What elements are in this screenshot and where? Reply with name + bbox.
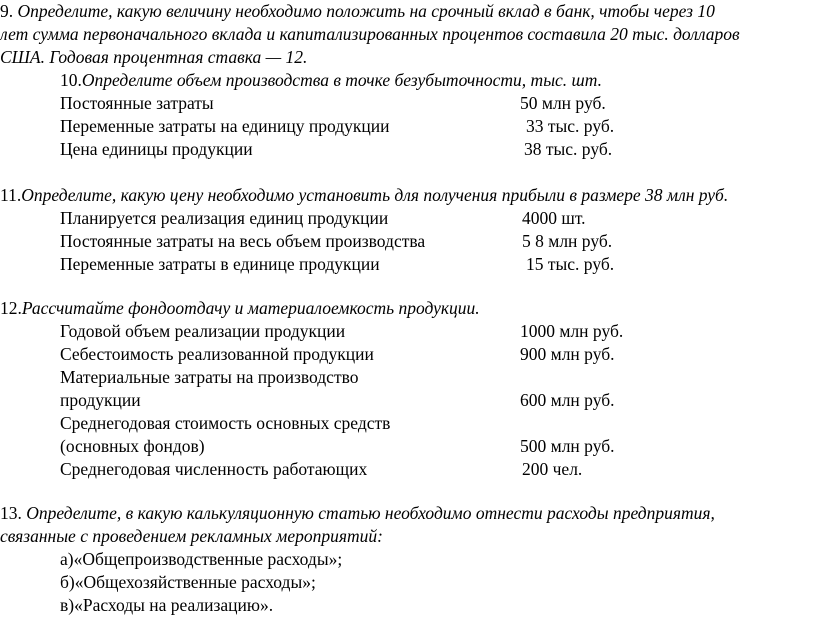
q12-row-label: Себестоимость реализованной продукции: [60, 344, 374, 364]
q10-row-value: 50 млн руб.: [520, 93, 606, 113]
q9-line-3: США. Годовая процентная ставка — 12.: [0, 47, 308, 67]
q10-row-label: Переменные затраты на единицу продукции: [60, 116, 390, 136]
q12-row-value: 900 млн руб.: [520, 344, 615, 364]
q12-row-value: 200 чел.: [522, 459, 583, 479]
q9-line-1: [0, 0, 715, 22]
q12-heading: [0, 297, 480, 319]
q12-row-value: 1000 млн руб.: [520, 321, 624, 341]
q12-row-label: Годовой объем реализации продукции: [60, 321, 346, 341]
q9-number: 9.: [0, 1, 14, 21]
q12-title: Рассчитайте фондоотдачу и материалоемкость продукции.: [21, 298, 480, 318]
q10-title: Определите объем производства в точке безубыточности, тыс. шт.: [81, 70, 602, 90]
q12-row-label: Материальные затраты на производство: [60, 367, 359, 387]
q11-row-label: Переменные затраты в единице продукции: [60, 254, 380, 274]
q11-number: 11.: [0, 185, 22, 205]
q12-row-label: Среднегодовая численность работающих: [60, 459, 368, 479]
q10-row-value: 38 тыс. руб.: [524, 139, 613, 159]
q11-heading: [0, 184, 728, 206]
q10-row-value: 33 тыс. руб.: [526, 116, 615, 136]
q10-heading: [60, 69, 602, 91]
q13-number: 13.: [0, 503, 22, 523]
q13-text-1: Определите, в какую калькуляционную статью необходимо отнести расходы предприятия,: [21, 503, 715, 523]
q12-row-label: продукции: [60, 390, 141, 410]
q10-number: 10.: [60, 70, 82, 90]
q12-number: 12.: [0, 298, 22, 318]
q11-row-label: Постоянные затраты на весь объем производства: [60, 231, 426, 251]
q13-option-b: б)«Общехозяйственные расходы»;: [60, 572, 316, 592]
q11-row-label: Планируется реализация единиц продукции: [60, 208, 389, 228]
q13-line-1: [0, 502, 715, 524]
q12-row-value: 500 млн руб.: [520, 436, 615, 456]
q12-row-label: Среднегодовая стоимость основных средств: [60, 413, 391, 433]
q13-option-a: а)«Общепроизводственные расходы»;: [60, 549, 343, 569]
q13-line-2: связанные с проведением рекламных мероприятий:: [0, 526, 383, 546]
q11-row-value: 4000 шт.: [522, 208, 586, 228]
q12-row-value: 600 млн руб.: [520, 390, 615, 410]
q12-row-label: (основных фондов): [60, 436, 205, 456]
q11-row-value: 5 8 млн руб.: [522, 231, 613, 251]
q10-row-label: Цена единицы продукции: [60, 139, 253, 159]
q10-row-label: Постоянные затраты: [60, 93, 214, 113]
q11-title: Определите, какую цену необходимо установить для получения прибыли в размере 38 млн руб.: [21, 185, 729, 205]
q11-row-value: 15 тыс. руб.: [526, 254, 615, 274]
q13-option-c: в)«Расходы на реализацию».: [60, 595, 274, 615]
q9-line-2: лет сумма первоначального вклада и капитализированных процентов составила 20 тыс. долларов: [0, 24, 740, 44]
q9-text-1: Определите, какую величину необходимо положить на срочный вклад в банк, чтобы через 10: [13, 1, 715, 21]
